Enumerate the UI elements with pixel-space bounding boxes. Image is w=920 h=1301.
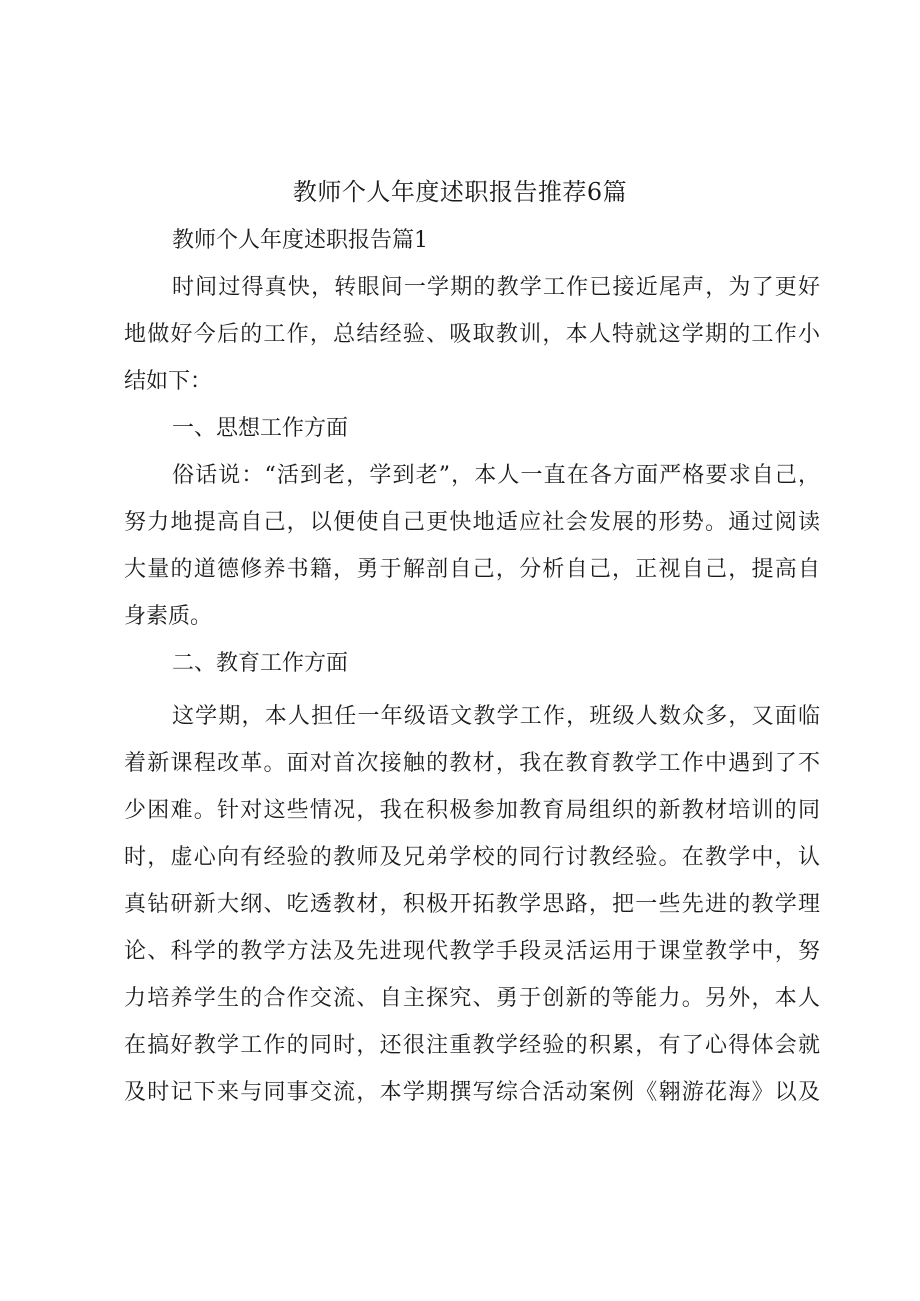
paragraph-line: 论、科学的教学方法及先进现代教学手段灵活运用于课堂教学中，努	[124, 939, 820, 964]
paragraph-line: 时，虚心向有经验的教师及兄弟学校的同行讨教经验。在教学中，认	[124, 845, 820, 870]
document-title: 教师个人年度述职报告推荐6篇	[292, 178, 628, 206]
paragraph-line: 少困难。针对这些情况，我在积极参加教育局组织的新教材培训的同	[124, 798, 820, 823]
paragraph-line: 在搞好教学工作的同时，还很注重教学经验的积累，有了心得体会就	[124, 1033, 820, 1058]
paragraph-line: 身素质。	[124, 604, 213, 629]
section-heading: 二、教育工作方面	[172, 651, 349, 676]
section-heading: 一、思想工作方面	[172, 416, 349, 441]
paragraph-line: 力培养学生的合作交流、自主探究、勇于创新的等能力。另外，本人	[124, 986, 820, 1011]
paragraph-line: 努力地提高自己，以便使自己更快地适应社会发展的形势。通过阅读	[124, 510, 820, 535]
paragraph-line: 这学期，本人担任一年级语文教学工作，班级人数众多，又面临	[172, 704, 820, 729]
paragraph-line: 结如下：	[124, 369, 213, 394]
section-subtitle: 教师个人年度述职报告篇1	[172, 228, 428, 253]
paragraph-line: 着新课程改革。面对首次接触的教材，我在教育教学工作中遇到了不	[124, 751, 820, 776]
paragraph-line: 时间过得真快，转眼间一学期的教学工作已接近尾声，为了更好	[172, 275, 820, 300]
paragraph-line: 及时记下来与同事交流，本学期撰写综合活动案例《翱游花海》以及	[124, 1080, 820, 1105]
paragraph-line: 真钻研新大纲、吃透教材，积极开拓教学思路，把一些先进的教学理	[124, 892, 820, 917]
paragraph-line: 地做好今后的工作，总结经验、吸取教训，本人特就这学期的工作小	[124, 322, 820, 347]
paragraph-line: 俗话说：“活到老，学到老”，本人一直在各方面严格要求自己，	[172, 463, 820, 488]
paragraph-line: 大量的道德修养书籍，勇于解剖自己，分析自己，正视自己，提高自	[124, 557, 820, 582]
